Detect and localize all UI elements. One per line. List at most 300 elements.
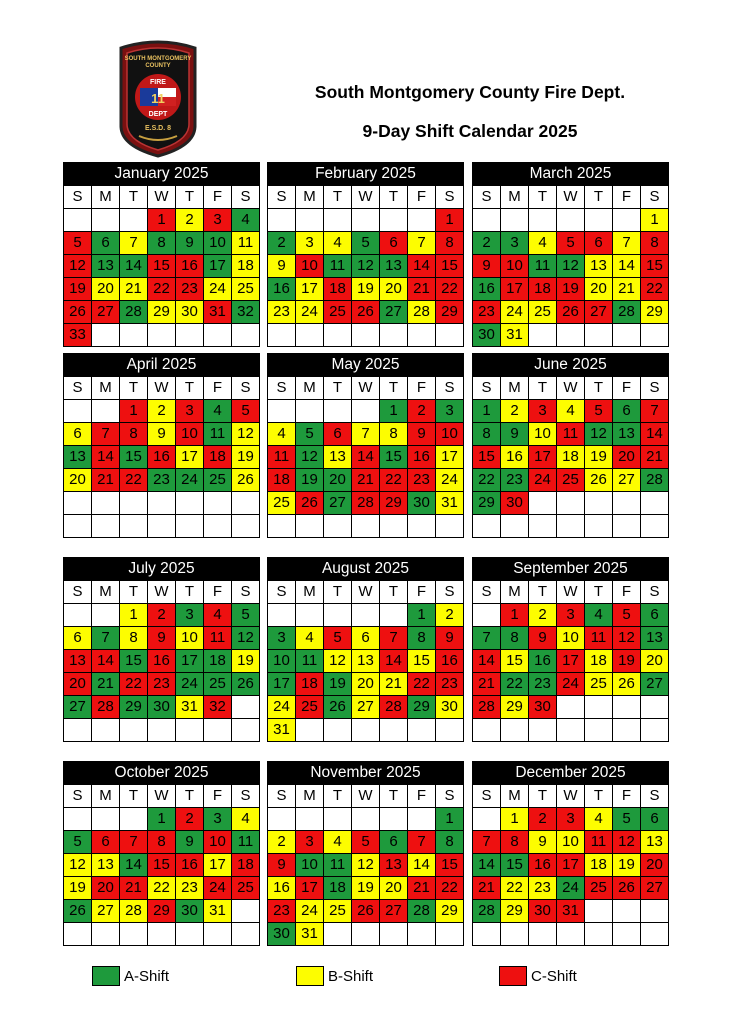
weekday-header: S — [473, 186, 501, 209]
day-cell: 1 — [148, 808, 176, 831]
empty-day-cell — [436, 324, 464, 347]
empty-day-cell — [436, 515, 464, 538]
day-cell: 4 — [324, 232, 352, 255]
day-cell: 21 — [473, 877, 501, 900]
empty-day-cell — [232, 923, 260, 946]
day-cell: 9 — [408, 423, 436, 446]
day-cell: 7 — [352, 423, 380, 446]
day-cell: 8 — [501, 831, 529, 854]
day-cell: 14 — [408, 255, 436, 278]
day-cell: 1 — [501, 808, 529, 831]
month-title: August 2025 — [267, 557, 464, 580]
weekday-header: M — [92, 581, 120, 604]
day-cell: 16 — [473, 278, 501, 301]
day-cell: 20 — [613, 446, 641, 469]
day-cell: 10 — [204, 232, 232, 255]
day-cell: 11 — [204, 423, 232, 446]
day-cell: 25 — [268, 492, 296, 515]
day-cell: 25 — [232, 278, 260, 301]
weekday-header: T — [380, 785, 408, 808]
day-cell: 31 — [296, 923, 324, 946]
empty-day-cell — [352, 400, 380, 423]
empty-day-cell — [232, 492, 260, 515]
empty-day-cell — [557, 696, 585, 719]
day-cell: 5 — [324, 627, 352, 650]
day-cell: 29 — [148, 301, 176, 324]
weekday-header: F — [204, 377, 232, 400]
empty-day-cell — [232, 696, 260, 719]
day-cell: 19 — [232, 650, 260, 673]
day-cell: 7 — [473, 831, 501, 854]
day-cell: 8 — [148, 232, 176, 255]
empty-day-cell — [352, 808, 380, 831]
empty-day-cell — [92, 515, 120, 538]
day-cell: 5 — [613, 808, 641, 831]
weekday-header: M — [92, 785, 120, 808]
day-cell: 20 — [352, 673, 380, 696]
day-cell: 17 — [176, 650, 204, 673]
empty-day-cell — [204, 719, 232, 742]
day-cell: 11 — [324, 255, 352, 278]
day-cell: 17 — [529, 446, 557, 469]
fire-dept-logo — [115, 40, 201, 158]
weekday-header: T — [529, 581, 557, 604]
empty-day-cell — [585, 696, 613, 719]
day-cell: 4 — [232, 808, 260, 831]
empty-day-cell — [352, 604, 380, 627]
empty-day-cell — [641, 923, 669, 946]
weekday-header: T — [120, 785, 148, 808]
month-day-grid — [472, 185, 669, 347]
day-cell: 5 — [352, 831, 380, 854]
empty-day-cell — [529, 515, 557, 538]
day-cell: 15 — [120, 650, 148, 673]
day-cell: 16 — [268, 278, 296, 301]
day-cell: 3 — [268, 627, 296, 650]
empty-day-cell — [324, 515, 352, 538]
weekday-header: F — [408, 581, 436, 604]
day-cell: 21 — [120, 278, 148, 301]
weekday-header: T — [176, 377, 204, 400]
day-cell: 12 — [324, 650, 352, 673]
day-cell: 5 — [352, 232, 380, 255]
empty-day-cell — [436, 923, 464, 946]
day-cell: 11 — [557, 423, 585, 446]
day-cell: 4 — [557, 400, 585, 423]
day-cell: 14 — [120, 854, 148, 877]
day-cell: 16 — [436, 650, 464, 673]
day-cell: 15 — [436, 854, 464, 877]
day-cell: 12 — [613, 831, 641, 854]
day-cell: 29 — [380, 492, 408, 515]
day-cell: 26 — [324, 696, 352, 719]
weekday-header: T — [324, 377, 352, 400]
day-cell: 5 — [557, 232, 585, 255]
day-cell: 9 — [501, 423, 529, 446]
day-cell: 7 — [92, 627, 120, 650]
day-cell: 11 — [232, 232, 260, 255]
day-cell: 26 — [64, 301, 92, 324]
empty-day-cell — [92, 209, 120, 232]
empty-day-cell — [585, 900, 613, 923]
day-cell: 30 — [529, 900, 557, 923]
empty-day-cell — [585, 209, 613, 232]
empty-day-cell — [641, 492, 669, 515]
empty-day-cell — [176, 923, 204, 946]
empty-day-cell — [436, 719, 464, 742]
day-cell: 20 — [641, 650, 669, 673]
empty-day-cell — [232, 324, 260, 347]
day-cell: 15 — [148, 854, 176, 877]
day-cell: 23 — [268, 900, 296, 923]
day-cell: 4 — [585, 604, 613, 627]
empty-day-cell — [296, 209, 324, 232]
day-cell: 30 — [501, 492, 529, 515]
empty-day-cell — [473, 604, 501, 627]
empty-day-cell — [380, 604, 408, 627]
day-cell: 10 — [557, 831, 585, 854]
empty-day-cell — [641, 696, 669, 719]
empty-day-cell — [204, 515, 232, 538]
day-cell: 12 — [352, 854, 380, 877]
day-cell: 30 — [473, 324, 501, 347]
empty-day-cell — [92, 923, 120, 946]
legend-b-shift — [296, 965, 373, 987]
weekday-header: W — [557, 581, 585, 604]
empty-day-cell — [176, 324, 204, 347]
day-cell: 2 — [148, 604, 176, 627]
day-cell: 10 — [501, 255, 529, 278]
day-cell: 3 — [501, 232, 529, 255]
day-cell: 21 — [613, 278, 641, 301]
day-cell: 31 — [204, 900, 232, 923]
day-cell: 9 — [268, 854, 296, 877]
day-cell: 24 — [296, 301, 324, 324]
day-cell: 19 — [585, 446, 613, 469]
empty-day-cell — [120, 923, 148, 946]
day-cell: 3 — [204, 209, 232, 232]
day-cell: 22 — [148, 278, 176, 301]
weekday-header: T — [585, 377, 613, 400]
empty-day-cell — [585, 923, 613, 946]
day-cell: 8 — [436, 232, 464, 255]
empty-day-cell — [641, 324, 669, 347]
day-cell: 17 — [176, 446, 204, 469]
empty-day-cell — [268, 604, 296, 627]
empty-day-cell — [324, 400, 352, 423]
empty-day-cell — [120, 209, 148, 232]
legend-swatch-b — [296, 966, 324, 986]
day-cell: 26 — [585, 469, 613, 492]
day-cell: 16 — [529, 854, 557, 877]
empty-day-cell — [529, 324, 557, 347]
empty-day-cell — [380, 209, 408, 232]
day-cell: 28 — [408, 301, 436, 324]
weekday-header: F — [408, 377, 436, 400]
empty-day-cell — [148, 515, 176, 538]
day-cell: 24 — [557, 877, 585, 900]
day-cell: 11 — [529, 255, 557, 278]
day-cell: 12 — [352, 255, 380, 278]
day-cell: 14 — [613, 255, 641, 278]
empty-day-cell — [613, 719, 641, 742]
day-cell: 7 — [408, 232, 436, 255]
weekday-header: F — [408, 785, 436, 808]
empty-day-cell — [268, 400, 296, 423]
month-day-grid — [267, 784, 464, 946]
day-cell: 30 — [176, 301, 204, 324]
day-cell: 20 — [585, 278, 613, 301]
day-cell: 24 — [204, 877, 232, 900]
day-cell: 23 — [529, 673, 557, 696]
day-cell: 23 — [501, 469, 529, 492]
day-cell: 22 — [380, 469, 408, 492]
day-cell: 14 — [473, 854, 501, 877]
day-cell: 1 — [120, 604, 148, 627]
day-cell: 28 — [641, 469, 669, 492]
day-cell: 14 — [92, 650, 120, 673]
day-cell: 3 — [557, 604, 585, 627]
day-cell: 19 — [352, 278, 380, 301]
day-cell: 16 — [148, 446, 176, 469]
weekday-header: M — [296, 581, 324, 604]
day-cell: 29 — [641, 301, 669, 324]
day-cell: 4 — [232, 209, 260, 232]
day-cell: 23 — [529, 877, 557, 900]
weekday-header: T — [380, 377, 408, 400]
day-cell: 11 — [296, 650, 324, 673]
day-cell: 14 — [92, 446, 120, 469]
day-cell: 6 — [352, 627, 380, 650]
day-cell: 22 — [120, 673, 148, 696]
day-cell: 22 — [501, 673, 529, 696]
day-cell: 23 — [408, 469, 436, 492]
empty-day-cell — [324, 923, 352, 946]
weekday-header: T — [120, 581, 148, 604]
day-cell: 24 — [529, 469, 557, 492]
day-cell: 20 — [64, 673, 92, 696]
weekday-header: S — [473, 377, 501, 400]
day-cell: 8 — [380, 423, 408, 446]
day-cell: 15 — [436, 255, 464, 278]
day-cell: 24 — [176, 673, 204, 696]
weekday-header: S — [64, 785, 92, 808]
legend-label-b: B-Shift — [328, 967, 374, 985]
empty-day-cell — [585, 492, 613, 515]
day-cell: 21 — [473, 673, 501, 696]
day-cell: 25 — [585, 877, 613, 900]
day-cell: 25 — [232, 877, 260, 900]
empty-day-cell — [204, 923, 232, 946]
day-cell: 2 — [529, 604, 557, 627]
empty-day-cell — [613, 492, 641, 515]
month-day-grid — [63, 185, 260, 347]
day-cell: 27 — [585, 301, 613, 324]
month-title: November 2025 — [267, 761, 464, 784]
empty-day-cell — [529, 209, 557, 232]
empty-day-cell — [268, 209, 296, 232]
day-cell: 6 — [380, 831, 408, 854]
day-cell: 20 — [92, 877, 120, 900]
month-calendar — [267, 557, 464, 742]
day-cell: 2 — [501, 400, 529, 423]
day-cell: 11 — [232, 831, 260, 854]
day-cell: 24 — [501, 301, 529, 324]
day-cell: 3 — [529, 400, 557, 423]
day-cell: 15 — [641, 255, 669, 278]
day-cell: 12 — [557, 255, 585, 278]
day-cell: 1 — [501, 604, 529, 627]
day-cell: 18 — [585, 854, 613, 877]
day-cell: 24 — [268, 696, 296, 719]
day-cell: 33 — [64, 324, 92, 347]
weekday-header: T — [380, 581, 408, 604]
weekday-header: S — [641, 581, 669, 604]
month-calendar — [63, 761, 260, 946]
day-cell: 10 — [296, 854, 324, 877]
day-cell: 17 — [296, 877, 324, 900]
day-cell: 5 — [64, 232, 92, 255]
day-cell: 7 — [473, 627, 501, 650]
day-cell: 29 — [148, 900, 176, 923]
empty-day-cell — [613, 324, 641, 347]
day-cell: 9 — [529, 831, 557, 854]
day-cell: 13 — [613, 423, 641, 446]
day-cell: 13 — [64, 650, 92, 673]
day-cell: 25 — [557, 469, 585, 492]
weekday-header: S — [64, 186, 92, 209]
empty-day-cell — [92, 719, 120, 742]
day-cell: 27 — [324, 492, 352, 515]
day-cell: 2 — [473, 232, 501, 255]
empty-day-cell — [64, 515, 92, 538]
day-cell: 16 — [176, 854, 204, 877]
day-cell: 6 — [92, 232, 120, 255]
weekday-header: S — [641, 377, 669, 400]
day-cell: 16 — [501, 446, 529, 469]
day-cell: 31 — [436, 492, 464, 515]
day-cell: 2 — [268, 831, 296, 854]
empty-day-cell — [148, 719, 176, 742]
day-cell: 9 — [529, 627, 557, 650]
day-cell: 32 — [204, 696, 232, 719]
day-cell: 12 — [64, 854, 92, 877]
weekday-header: T — [380, 186, 408, 209]
day-cell: 2 — [176, 209, 204, 232]
day-cell: 8 — [436, 831, 464, 854]
day-cell: 16 — [268, 877, 296, 900]
day-cell: 3 — [436, 400, 464, 423]
month-day-grid — [472, 376, 669, 538]
day-cell: 8 — [120, 627, 148, 650]
empty-day-cell — [557, 515, 585, 538]
weekday-header: T — [585, 785, 613, 808]
empty-day-cell — [64, 923, 92, 946]
day-cell: 12 — [232, 627, 260, 650]
day-cell: 26 — [352, 900, 380, 923]
day-cell: 31 — [176, 696, 204, 719]
empty-day-cell — [296, 324, 324, 347]
weekday-header: M — [296, 186, 324, 209]
day-cell: 16 — [529, 650, 557, 673]
day-cell: 29 — [501, 696, 529, 719]
weekday-header: T — [324, 186, 352, 209]
weekday-header: S — [232, 785, 260, 808]
weekday-header: T — [324, 581, 352, 604]
day-cell: 23 — [148, 469, 176, 492]
month-calendar — [63, 353, 260, 538]
day-cell: 4 — [204, 604, 232, 627]
day-cell: 1 — [436, 209, 464, 232]
day-cell: 7 — [120, 232, 148, 255]
day-cell: 2 — [148, 400, 176, 423]
month-calendar — [472, 761, 669, 946]
weekday-header: F — [613, 581, 641, 604]
day-cell: 18 — [557, 446, 585, 469]
weekday-header: T — [585, 186, 613, 209]
weekday-header: F — [408, 186, 436, 209]
day-cell: 20 — [641, 854, 669, 877]
day-cell: 10 — [176, 423, 204, 446]
day-cell: 18 — [204, 650, 232, 673]
day-cell: 21 — [408, 877, 436, 900]
empty-day-cell — [380, 515, 408, 538]
month-day-grid — [472, 784, 669, 946]
day-cell: 2 — [529, 808, 557, 831]
empty-day-cell — [64, 808, 92, 831]
day-cell: 18 — [268, 469, 296, 492]
weekday-header: M — [92, 377, 120, 400]
day-cell: 29 — [408, 696, 436, 719]
empty-day-cell — [204, 492, 232, 515]
page-title: South Montgomery County Fire Dept. — [314, 82, 626, 102]
empty-day-cell — [501, 515, 529, 538]
month-day-grid — [267, 376, 464, 538]
empty-day-cell — [120, 515, 148, 538]
day-cell: 11 — [324, 854, 352, 877]
day-cell: 7 — [641, 400, 669, 423]
empty-day-cell — [380, 808, 408, 831]
month-title: April 2025 — [63, 353, 260, 376]
day-cell: 22 — [641, 278, 669, 301]
day-cell: 15 — [380, 446, 408, 469]
empty-day-cell — [613, 209, 641, 232]
weekday-header: S — [268, 377, 296, 400]
day-cell: 4 — [529, 232, 557, 255]
day-cell: 15 — [473, 446, 501, 469]
day-cell: 26 — [557, 301, 585, 324]
day-cell: 6 — [64, 627, 92, 650]
legend-c-shift — [499, 965, 577, 987]
legend-a-shift — [92, 965, 169, 987]
day-cell: 22 — [408, 673, 436, 696]
day-cell: 8 — [501, 627, 529, 650]
empty-day-cell — [324, 324, 352, 347]
empty-day-cell — [296, 808, 324, 831]
month-day-grid — [267, 185, 464, 347]
day-cell: 2 — [176, 808, 204, 831]
day-cell: 29 — [501, 900, 529, 923]
day-cell: 8 — [408, 627, 436, 650]
empty-day-cell — [92, 604, 120, 627]
day-cell: 22 — [120, 469, 148, 492]
day-cell: 20 — [92, 278, 120, 301]
empty-day-cell — [204, 324, 232, 347]
month-day-grid — [63, 376, 260, 538]
day-cell: 14 — [380, 650, 408, 673]
weekday-header: M — [501, 581, 529, 604]
day-cell: 1 — [473, 400, 501, 423]
